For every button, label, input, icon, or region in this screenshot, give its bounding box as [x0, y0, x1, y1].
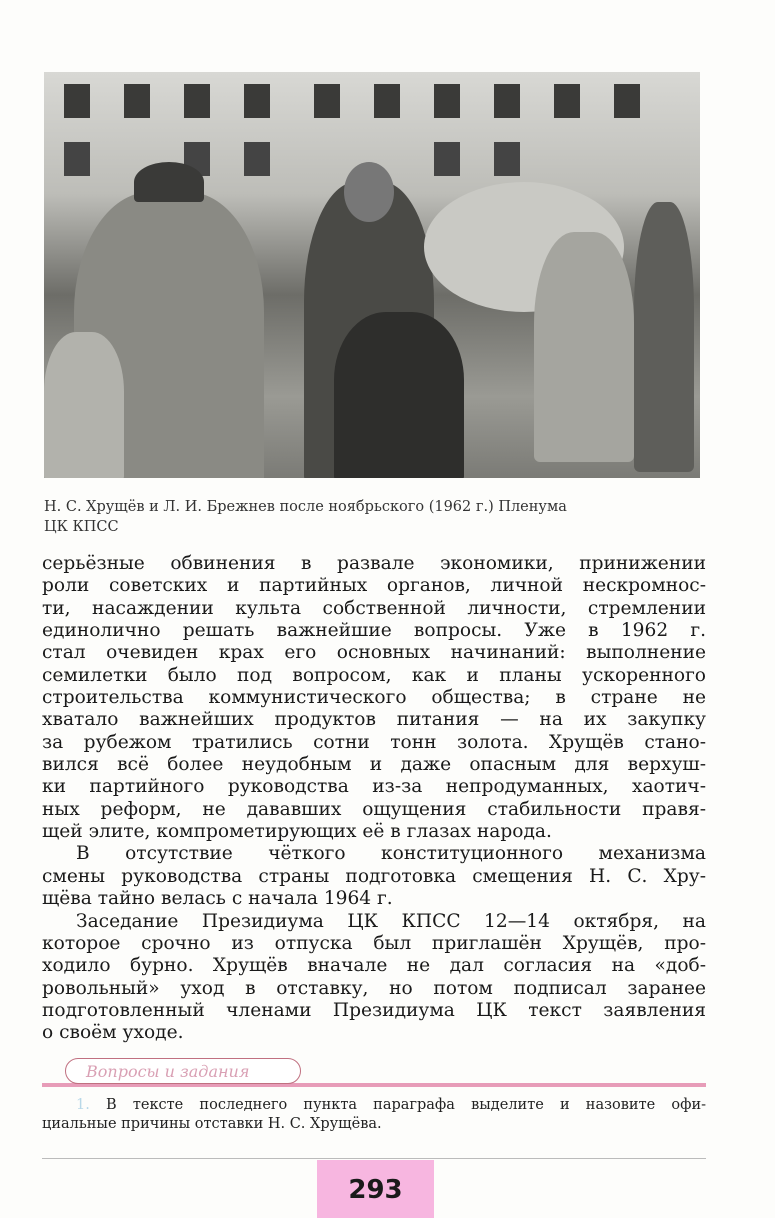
text-line: ки партийного руководства из-за непродуманных, хаотич-: [42, 776, 706, 798]
text-line: единолично решать важнейшие вопросы. Уже в 1962 г.: [42, 620, 706, 642]
text-line: щёва тайно велась с начала 1964 г.: [42, 888, 393, 910]
text-line: роли советских и партийных органов, личной нескромнос-: [42, 575, 706, 597]
page-number-box: [317, 1160, 434, 1218]
question-text: В тексте последнего пункта параграфа выделите и назовите офи-: [106, 1097, 707, 1113]
question-item: [42, 1096, 706, 1134]
text-line: Заседание Президиума ЦК КПСС 12—14 октября, на: [76, 910, 706, 932]
text-line: ровольный» уход в отставку, но потом подписал заранее: [42, 977, 706, 999]
question-number: 1.: [76, 1097, 90, 1113]
text-line: вился всё более неудобным и даже опасным для верхуш-: [42, 754, 706, 776]
text-line: которое срочно из отпуска был приглашён Хрущёв, про-: [42, 932, 706, 954]
text-line: за рубежом тратились сотни тонн золота. Хрущёв стано-: [42, 731, 706, 753]
text-line: строительства коммунистического общества; в стране не: [42, 687, 706, 709]
body-text: [42, 553, 706, 1045]
question-line: циальные причины отставки Н. С. Хрущёва.: [42, 1116, 382, 1132]
footer-divider: [42, 1158, 706, 1159]
text-line: серьёзные обвинения в развале экономики, принижении: [42, 553, 706, 574]
text-line: щей элите, компрометирующих её в глазах народа.: [42, 821, 552, 843]
text-line: ных реформ, не дававших ощущения стабильности правя-: [42, 798, 706, 820]
text-line: В отсутствие чёткого конституционного механизма: [76, 843, 706, 865]
text-line: о своём уходе.: [42, 1022, 184, 1044]
text-line: смены руководства страны подготовка смещения Н. С. Хру-: [42, 865, 706, 887]
caption-line: ЦК КПСС: [44, 519, 119, 535]
text-line: стал очевиден крах его основных начинаний: выполнение: [42, 642, 706, 664]
questions-heading: Вопросы и задания: [65, 1058, 301, 1084]
text-line: хватало важнейших продуктов питания — на их закупку: [42, 709, 706, 731]
caption-line: Н. С. Хрущёв и Л. И. Брежнев после ноябрьского (1962 г.) Пленума: [44, 499, 567, 515]
question-line: [42, 1096, 706, 1115]
text-line: ти, насаждении культа собственной личности, стремлении: [42, 597, 706, 619]
page-number: 293: [348, 1175, 403, 1205]
text-line: подготовленный членами Президиума ЦК текст заявления: [42, 999, 706, 1021]
photo-caption: [44, 497, 704, 537]
text-line: семилетки было под вопросом, как и планы ускоренного: [42, 664, 706, 686]
photo-khrushchev-brezhnev: [44, 72, 700, 478]
text-line: ходило бурно. Хрущёв вначале не дал согласия на «доб-: [42, 955, 706, 977]
